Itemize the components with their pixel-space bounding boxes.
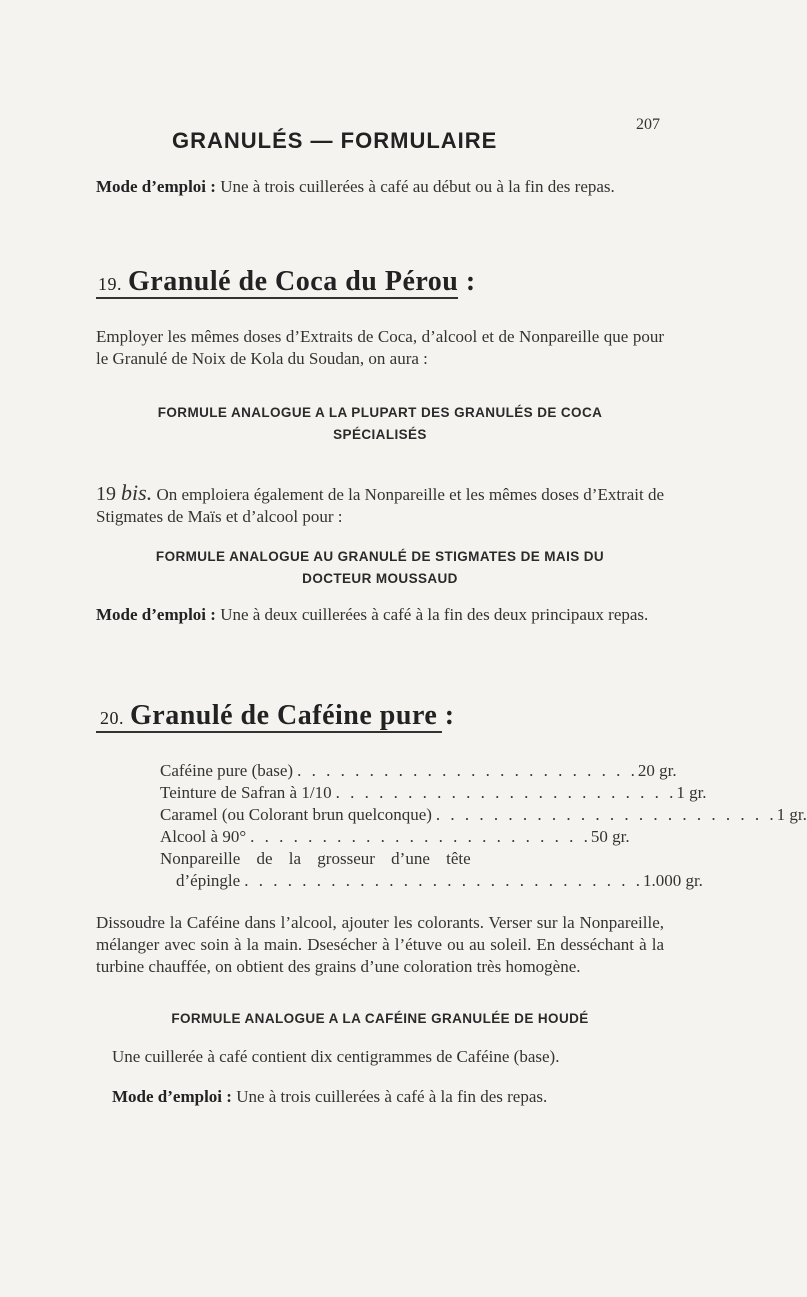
section-number: 19. — [98, 274, 122, 294]
title-underline — [96, 731, 442, 733]
recipe-table — [160, 760, 807, 892]
section-20-text: Dissoudre la Caféine dans l’alcool, ajouter les colorants. Verser sur la Nonpareille, mélanger avec soin à la main. Dsesécher à l’étuve ou au soleil. En desséchant à la turbine chauffée, on obtient des grains d’une coloration très homogène. — [96, 913, 664, 976]
recipe-row: Nonpareille de la grosseur d’une tête — [160, 849, 471, 868]
section-20-mode-emploi — [112, 1086, 664, 1108]
section-19bis-text — [96, 482, 664, 528]
formule-line-1: FORMULE ANALOGUE A LA PLUPART DES GRANULÉS DE COCA — [157, 405, 603, 420]
page-header-title: GRANULÉS — FORMULAIRE — [172, 128, 498, 153]
mode-label: Mode d’emploi : — [96, 177, 216, 196]
section-20-heading — [100, 700, 455, 732]
section-19bis-formule — [96, 546, 664, 590]
mode-label: Mode d’emploi : — [112, 1087, 232, 1106]
section-19-formule — [96, 402, 664, 446]
section-number: 19 bis. — [96, 480, 153, 505]
formule-line-2: DOCTEUR MOUSSAUD — [302, 571, 458, 586]
intro-mode-emploi — [96, 176, 664, 198]
recipe-row: d’épingle . . . . . . . . . . . . . . . . . . . . . . . . . . . . 1.000 gr. — [176, 871, 703, 890]
section-19bis-mode-emploi — [96, 604, 664, 626]
page-number: 207 — [636, 116, 660, 133]
title-underline — [96, 297, 458, 299]
section-number: 20. — [100, 708, 124, 728]
recipe-row: Caféine pure (base) . . . . . . . . . . . . . . . . . . . . . . . . 20 gr. — [160, 761, 677, 780]
formule-line-1: FORMULE ANALOGUE AU GRANULÉ DE STIGMATES DE MAIS DU — [155, 549, 605, 564]
mode-text: Une à trois cuillerées à café au début ou à la fin des repas. — [220, 177, 615, 196]
recipe-row: Teinture de Safran à 1/10 . . . . . . . . . . . . . . . . . . . . . . . . 1 gr. — [160, 783, 707, 802]
section-19-text: Employer les mêmes doses d’Extraits de Coca, d’alcool et de Nonpareille que pour le Granulé de Noix de Kola du Soudan, on aura : — [96, 327, 664, 368]
section-19-heading — [98, 266, 476, 298]
recipe-row: Caramel (ou Colorant brun quelconque) . . . . . . . . . . . . . . . . . . . . . . . . 1 gr. — [160, 805, 807, 824]
mode-text: Une à deux cuillerées à café à la fin des deux principaux repas. — [220, 605, 649, 624]
mode-text: Une à trois cuillerées à café à la fin des repas. — [236, 1087, 548, 1106]
recipe-row: Alcool à 90° . . . . . . . . . . . . . . . . . . . . . . . . 50 gr. — [160, 827, 630, 846]
section-20-formule: FORMULE ANALOGUE A LA CAFÉINE GRANULÉE DE HOUDÉ — [171, 1011, 589, 1026]
section-title: Granulé de Caféine pure : — [130, 700, 455, 731]
section-20-note: Une cuillerée à café contient dix centigrammes de Caféine (base). — [112, 1047, 560, 1066]
paragraph-text: On emploiera également de la Nonpareille et les mêmes doses d’Extrait de Stigmates de Maïs et d’alcool pour : — [96, 485, 665, 526]
mode-label: Mode d’emploi : — [96, 605, 216, 624]
formule-line-2: SPÉCIALISÉS — [333, 427, 427, 442]
section-title: Granulé de Coca du Pérou : — [128, 266, 476, 297]
